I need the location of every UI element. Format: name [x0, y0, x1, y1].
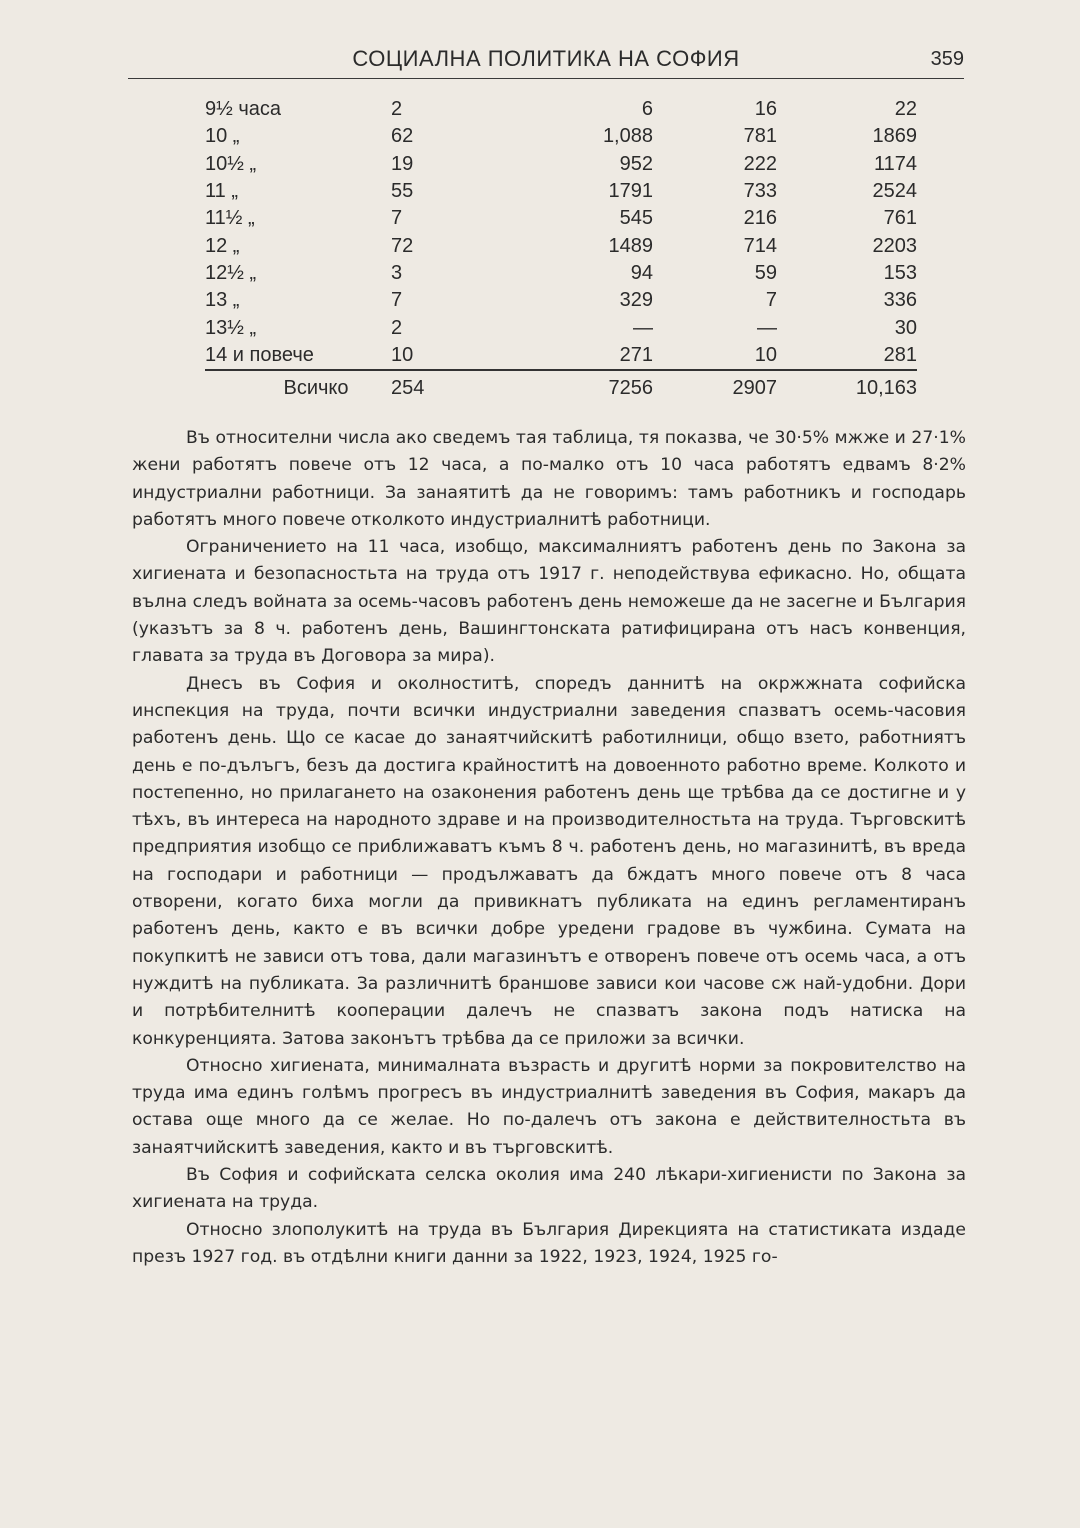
cell-value: 329 — [619, 289, 653, 312]
cell-value: 781 — [743, 125, 777, 148]
cell-value: 6 — [641, 98, 653, 121]
cell-value: 19 — [391, 152, 414, 175]
hours-label: 10 „ — [205, 125, 240, 148]
cell-value: 1791 — [608, 180, 653, 203]
table-row — [205, 151, 917, 178]
total-value: 7256 — [439, 370, 653, 405]
cell-value: 153 — [883, 261, 917, 284]
cell-value: 62 — [391, 125, 414, 148]
cell-value: 714 — [743, 234, 777, 257]
cell-value: 2 — [391, 98, 403, 121]
cell-value: 952 — [619, 152, 653, 175]
cell-value: 7 — [391, 289, 403, 312]
hours-label: 9½ часа — [205, 98, 282, 121]
total-value: 10,163 — [777, 370, 917, 405]
table-row — [205, 178, 917, 205]
table-row — [205, 123, 917, 150]
page-number: 359 — [930, 48, 964, 70]
cell-value: 10 — [754, 343, 777, 366]
table-row — [205, 287, 917, 314]
hours-label: 12½ „ — [205, 261, 257, 284]
hours-label: 12 „ — [205, 234, 240, 257]
cell-value: 281 — [883, 343, 917, 366]
table-row — [205, 205, 917, 232]
cell-value: 1174 — [873, 152, 917, 175]
table-row — [205, 314, 917, 341]
cell-value: 22 — [894, 98, 917, 121]
paragraph: Въ София и софийската селска околия има 240 лѣкари-хигиенисти по Закона за хигиената на труда. — [132, 1165, 966, 1213]
paragraph: Въ относителни числа ако сведемъ тая таблица, тя показва, че 30·5% мжже и 27·1% жени работятъ повече отъ 12 часа, а по-малко отъ 10 часа работятъ едвамъ 8·2% индустриални работници. За занаятитѣ да не говоримъ: тамъ работникъ и господарь работятъ много повече отколкото индустриалнитѣ работници. — [132, 428, 966, 530]
cell-value: 761 — [883, 207, 917, 230]
hours-label: 13½ „ — [205, 316, 257, 339]
cell-value: 733 — [743, 180, 777, 203]
hours-label: 10½ „ — [205, 152, 257, 175]
total-value: 254 — [391, 370, 439, 405]
cell-value: 545 — [619, 207, 653, 230]
paragraph: Днесъ въ София и околноститѣ, споредъ даннитѣ на окржжната софийска инспекция на труда, почти всички индустриални заведения спазватъ осемь-часовия работенъ день. Що се касае до занаятчийскитѣ работилници, общо взето, работниятъ день е по-дълъгъ, безъ да достига крайноститѣ на довоенното работно време. Колкото и постепенно, но прилагането на озаконения работенъ день ще трѣбва да се достигне и у тѣхъ, въ интереса на народното здраве и на производителностьта на труда. Търговскитѣ предприятия изобщо се приближаватъ къмъ 8 ч. работенъ день, но магазинитѣ, въ вреда на господари и работници — продължаватъ да бждатъ много повече отъ 8 часа отворени, когато биха могли да привикнатъ публиката на единъ регламентиранъ работенъ день, както е въ всички добре уредени градове въ чужбина. Сумата на покупкитѣ не зависи отъ това, дали магазинътъ е отворенъ повече отъ осемь часа, а отъ нуждитѣ на публиката. За различнитѣ браншове зависи кои часове сж най-удобни. Дори и потрѣбителнитѣ кооперации далечъ не спазватъ закона подъ натиска на конкуренцията. Затова законътъ трѣбва да се приложи за всички. — [132, 673, 966, 1049]
cell-value: 59 — [754, 261, 777, 284]
cell-value: 7 — [391, 207, 403, 230]
cell-value: 2 — [391, 316, 403, 339]
hours-label: 14 и повече — [205, 343, 314, 366]
hours-label: 11½ „ — [205, 207, 255, 230]
cell-value: 1,088 — [602, 125, 653, 148]
cell-value: 216 — [743, 207, 777, 230]
cell-value: 3 — [391, 261, 403, 284]
cell-value: 1489 — [608, 234, 653, 257]
cell-value: 10 — [391, 343, 414, 366]
cell-value: 16 — [754, 98, 777, 121]
table-row — [205, 232, 917, 259]
cell-value: 55 — [391, 180, 414, 203]
table-row — [205, 260, 917, 287]
hours-label: 11 „ — [205, 180, 238, 203]
total-label: Всичко — [205, 370, 391, 405]
cell-value: 271 — [619, 343, 653, 366]
cell-value: 222 — [743, 152, 777, 175]
cell-value: 1869 — [872, 125, 917, 148]
cell-value: 336 — [883, 289, 917, 312]
table-row — [205, 342, 917, 370]
body-text — [132, 425, 966, 1271]
total-value: 2907 — [653, 370, 777, 405]
running-title: СОЦИАЛНА ПОЛИТИКА НА СОФИЯ — [352, 46, 740, 71]
total-row — [205, 370, 917, 405]
cell-value: — — [633, 316, 653, 339]
working-hours-table — [205, 96, 917, 405]
cell-value: 30 — [894, 316, 917, 339]
cell-value: — — [757, 316, 777, 339]
table-row — [205, 96, 917, 123]
paragraph: Относно злополукитѣ на труда въ България Дирекцията на статистиката издаде презъ 1927 год. въ отдѣлни книги данни за 1922, 1923, 1924, 1925 го- — [132, 1219, 966, 1267]
cell-value: 72 — [391, 234, 414, 257]
cell-value: 2203 — [872, 234, 917, 257]
paragraph: Ограничението на 11 часа, изобщо, максималниятъ работенъ день по Закона за хигиената и безопасностьта на труда отъ 1917 г. неподействува ефикасно. Но, общата вълна следъ войната за осемь-часовъ работенъ день неможеше да не засегне и България (указътъ за 8 ч. работенъ день, Вашингтонската ратифицирана отъ насъ конвенция, главата за труда въ Договора за мира). — [132, 537, 966, 667]
cell-value: 2524 — [872, 180, 917, 203]
paragraph: Относно хигиената, минималната възрасть и другитѣ норми за покровителство на труда има единъ голѣмъ прогресъ въ индустриалнитѣ заведения въ София, макаръ да остава още много да се желае. Но по-далечъ отъ закона е действителностьта въ занаятчийскитѣ заведения, както и въ търговскитѣ. — [132, 1055, 966, 1158]
cell-value: 94 — [630, 261, 653, 284]
cell-value: 7 — [765, 289, 777, 312]
page-header — [128, 44, 964, 79]
hours-label: 13 „ — [205, 289, 240, 312]
